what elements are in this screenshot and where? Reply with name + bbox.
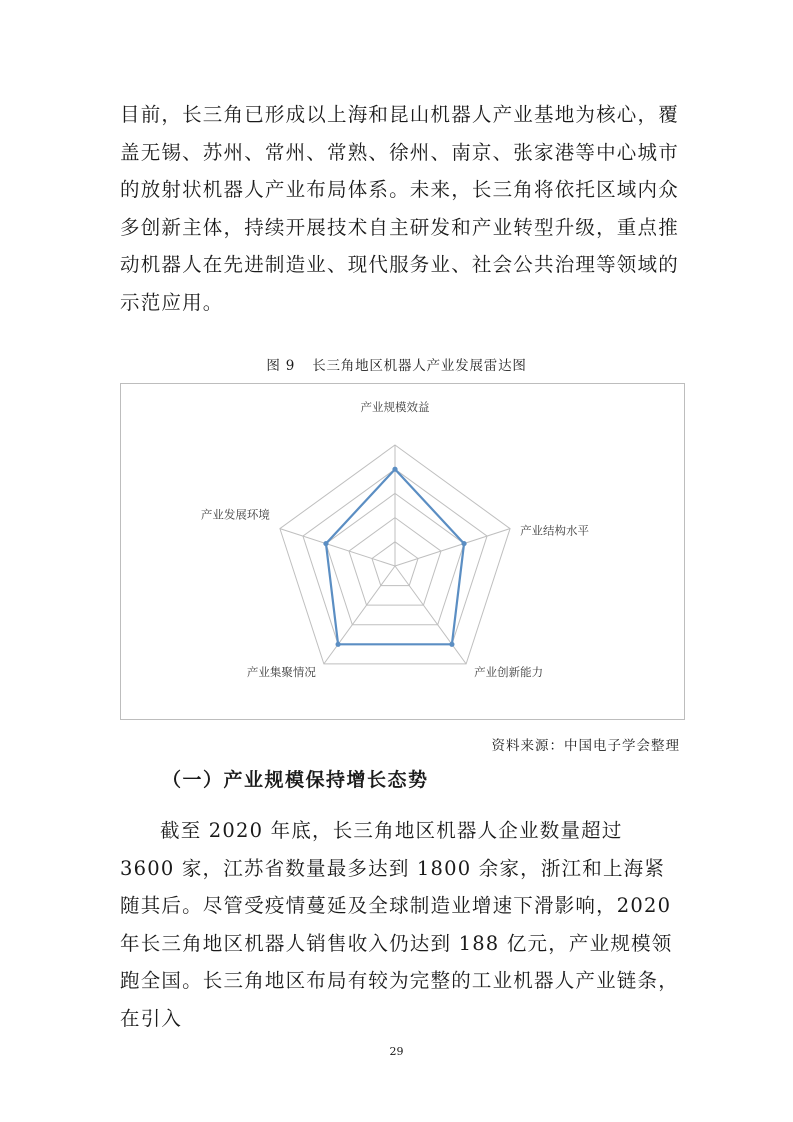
intro-paragraph: 目前，长三角已形成以上海和昆山机器人产业基地为核心，覆盖无锡、苏州、常州、常熟、徐州、南京、张家港等中心城市的放射状机器人产业布局体系。未来，长三角将依托区域内众多创新主体，持续开展技术自主研发和产业转型升级，重点推动机器人在先进制造业、现代服务业、社会公共治理等领域的示范应用。 (120, 103, 679, 314)
figure-title: 长三角地区机器人产业发展雷达图 (312, 358, 527, 374)
axis-label: 产业规模效益 (360, 400, 430, 414)
axis-label: 产业发展环境 (200, 507, 270, 522)
radar-axes (280, 445, 510, 664)
section-heading: （一）产业规模保持增长态势 (162, 769, 429, 791)
series-point (392, 467, 397, 472)
body-paragraph: 截至 2020 年底，长三角地区机器人企业数量超过 3600 家，江苏省数量最多达到 1800 余家，浙江和上海紧随其后。尽管受疫情蔓延及全球制造业增速下滑影响，2020 年长三角地区机器人销售收入仍达到 188 亿元，产业规模领跑全国。长三角地区布局有较为完整的工业机器人产业链条，在引入 (120, 819, 679, 1030)
axis-label: 产业结构水平 (520, 523, 590, 538)
axis-spoke (395, 529, 510, 566)
source-note: 资料来源：中国电子学会整理 (491, 738, 680, 754)
series-point (461, 541, 466, 546)
axis-label: 产业集聚情况 (246, 664, 316, 679)
series-point (336, 642, 341, 647)
series-point (323, 541, 328, 546)
radar-chart-frame (120, 383, 685, 720)
figure-number: 图 9 (266, 358, 296, 374)
radar-chart (121, 384, 684, 719)
axis-label: 产业创新能力 (474, 664, 544, 679)
axis-spoke (280, 529, 395, 566)
page-number: 29 (389, 1045, 404, 1058)
figure-caption (0, 354, 793, 374)
series-point (449, 642, 454, 647)
